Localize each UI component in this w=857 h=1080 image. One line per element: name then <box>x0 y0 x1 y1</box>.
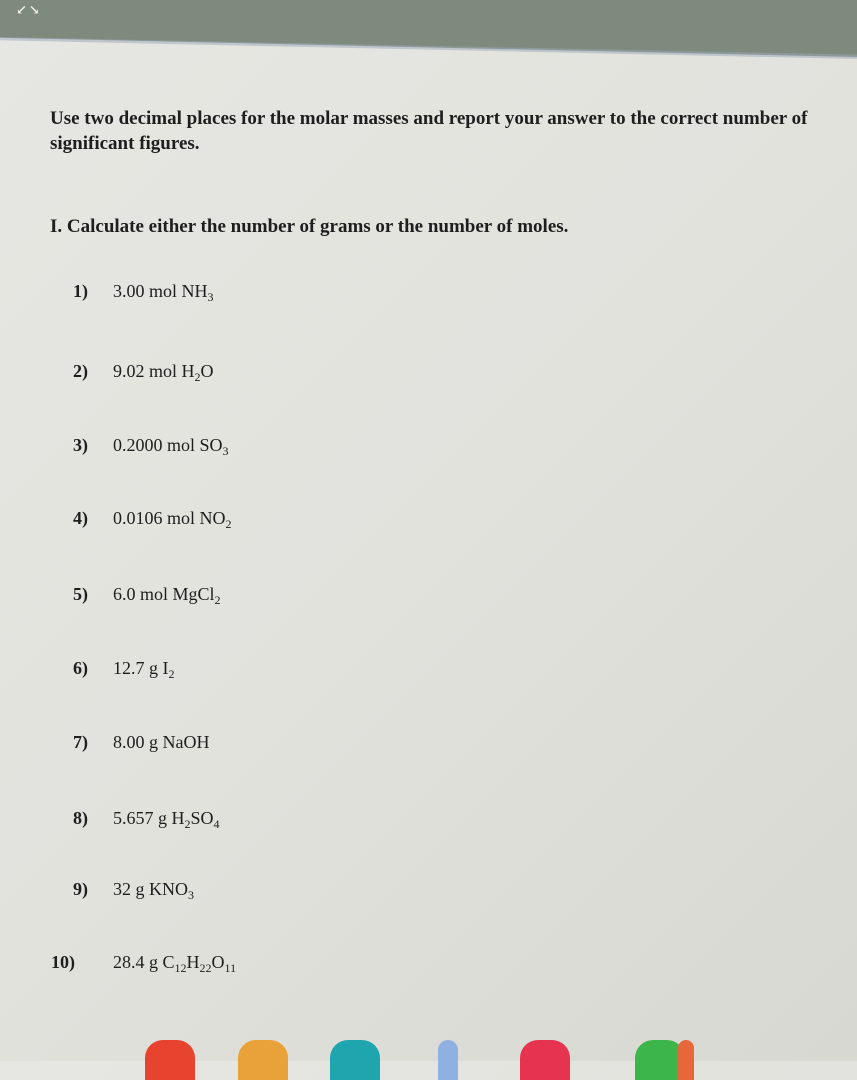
problem-number: 1) <box>73 281 88 301</box>
section-title: I. Calculate either the number of grams or the number of moles. <box>50 216 569 237</box>
dock-app-icon[interactable] <box>238 1040 288 1080</box>
quantity: 8.00 g <box>113 732 163 752</box>
quantity: 3.00 mol <box>113 281 182 301</box>
quantity: 9.02 mol <box>113 361 182 381</box>
problem-number: 10) <box>51 952 75 972</box>
problem-item <box>73 584 221 605</box>
problem-item <box>73 808 220 829</box>
instructions: Use two decimal places for the molar masses and report your answer to the correct number of significant figures. <box>50 108 808 154</box>
chemical-formula: $H_2SO_4$ <box>171 808 220 831</box>
problem-item <box>73 732 210 753</box>
problem-number: 8) <box>73 808 88 828</box>
problem-item <box>73 281 214 302</box>
problem-item <box>73 435 229 456</box>
problem-item <box>73 361 214 382</box>
problem-number: 5) <box>73 584 88 604</box>
chemical-formula: $C_{12}H_{22}O_{11}$ <box>162 952 237 975</box>
quantity: 12.7 g <box>113 658 163 678</box>
quantity: 0.2000 mol <box>113 435 200 455</box>
problem-number: 6) <box>73 658 88 678</box>
dock-app-icon[interactable] <box>438 1040 458 1080</box>
problem-number: 4) <box>73 508 88 528</box>
problem-number: 9) <box>73 879 88 899</box>
quantity: 32 g <box>113 879 149 899</box>
problem-item <box>51 952 237 975</box>
problem-number: 7) <box>73 732 88 752</box>
quantity: 6.0 mol <box>113 584 173 604</box>
chemical-formula: $NO_2$ <box>199 508 232 531</box>
dock-app-icon[interactable] <box>520 1040 570 1080</box>
expand-arrows-icon[interactable]: ↙↘ <box>16 2 42 17</box>
screen-top-bar <box>0 0 857 60</box>
dock-app-icon[interactable] <box>330 1040 380 1080</box>
quantity: 5.657 g <box>113 808 172 828</box>
chemical-formula: NaOH <box>162 732 210 752</box>
dock-app-icon[interactable] <box>145 1040 195 1080</box>
chemical-formula: MgCl$_2$ <box>172 584 221 607</box>
dock-app-icon[interactable] <box>678 1040 694 1080</box>
quantity: 28.4 g <box>113 952 163 972</box>
quantity: 0.0106 mol <box>113 508 200 528</box>
chemical-formula: $NH_3$ <box>181 281 214 304</box>
chemical-formula: $SO_3$ <box>199 435 229 458</box>
problem-item <box>73 879 194 900</box>
problem-item <box>73 658 175 679</box>
problem-number: 3) <box>73 435 88 455</box>
problem-item <box>73 508 232 529</box>
problem-number: 2) <box>73 361 88 381</box>
chemical-formula: $H_2O$ <box>181 361 214 384</box>
chemical-formula: $KNO_3$ <box>149 879 194 902</box>
chemical-formula: $I_2$ <box>162 658 175 681</box>
